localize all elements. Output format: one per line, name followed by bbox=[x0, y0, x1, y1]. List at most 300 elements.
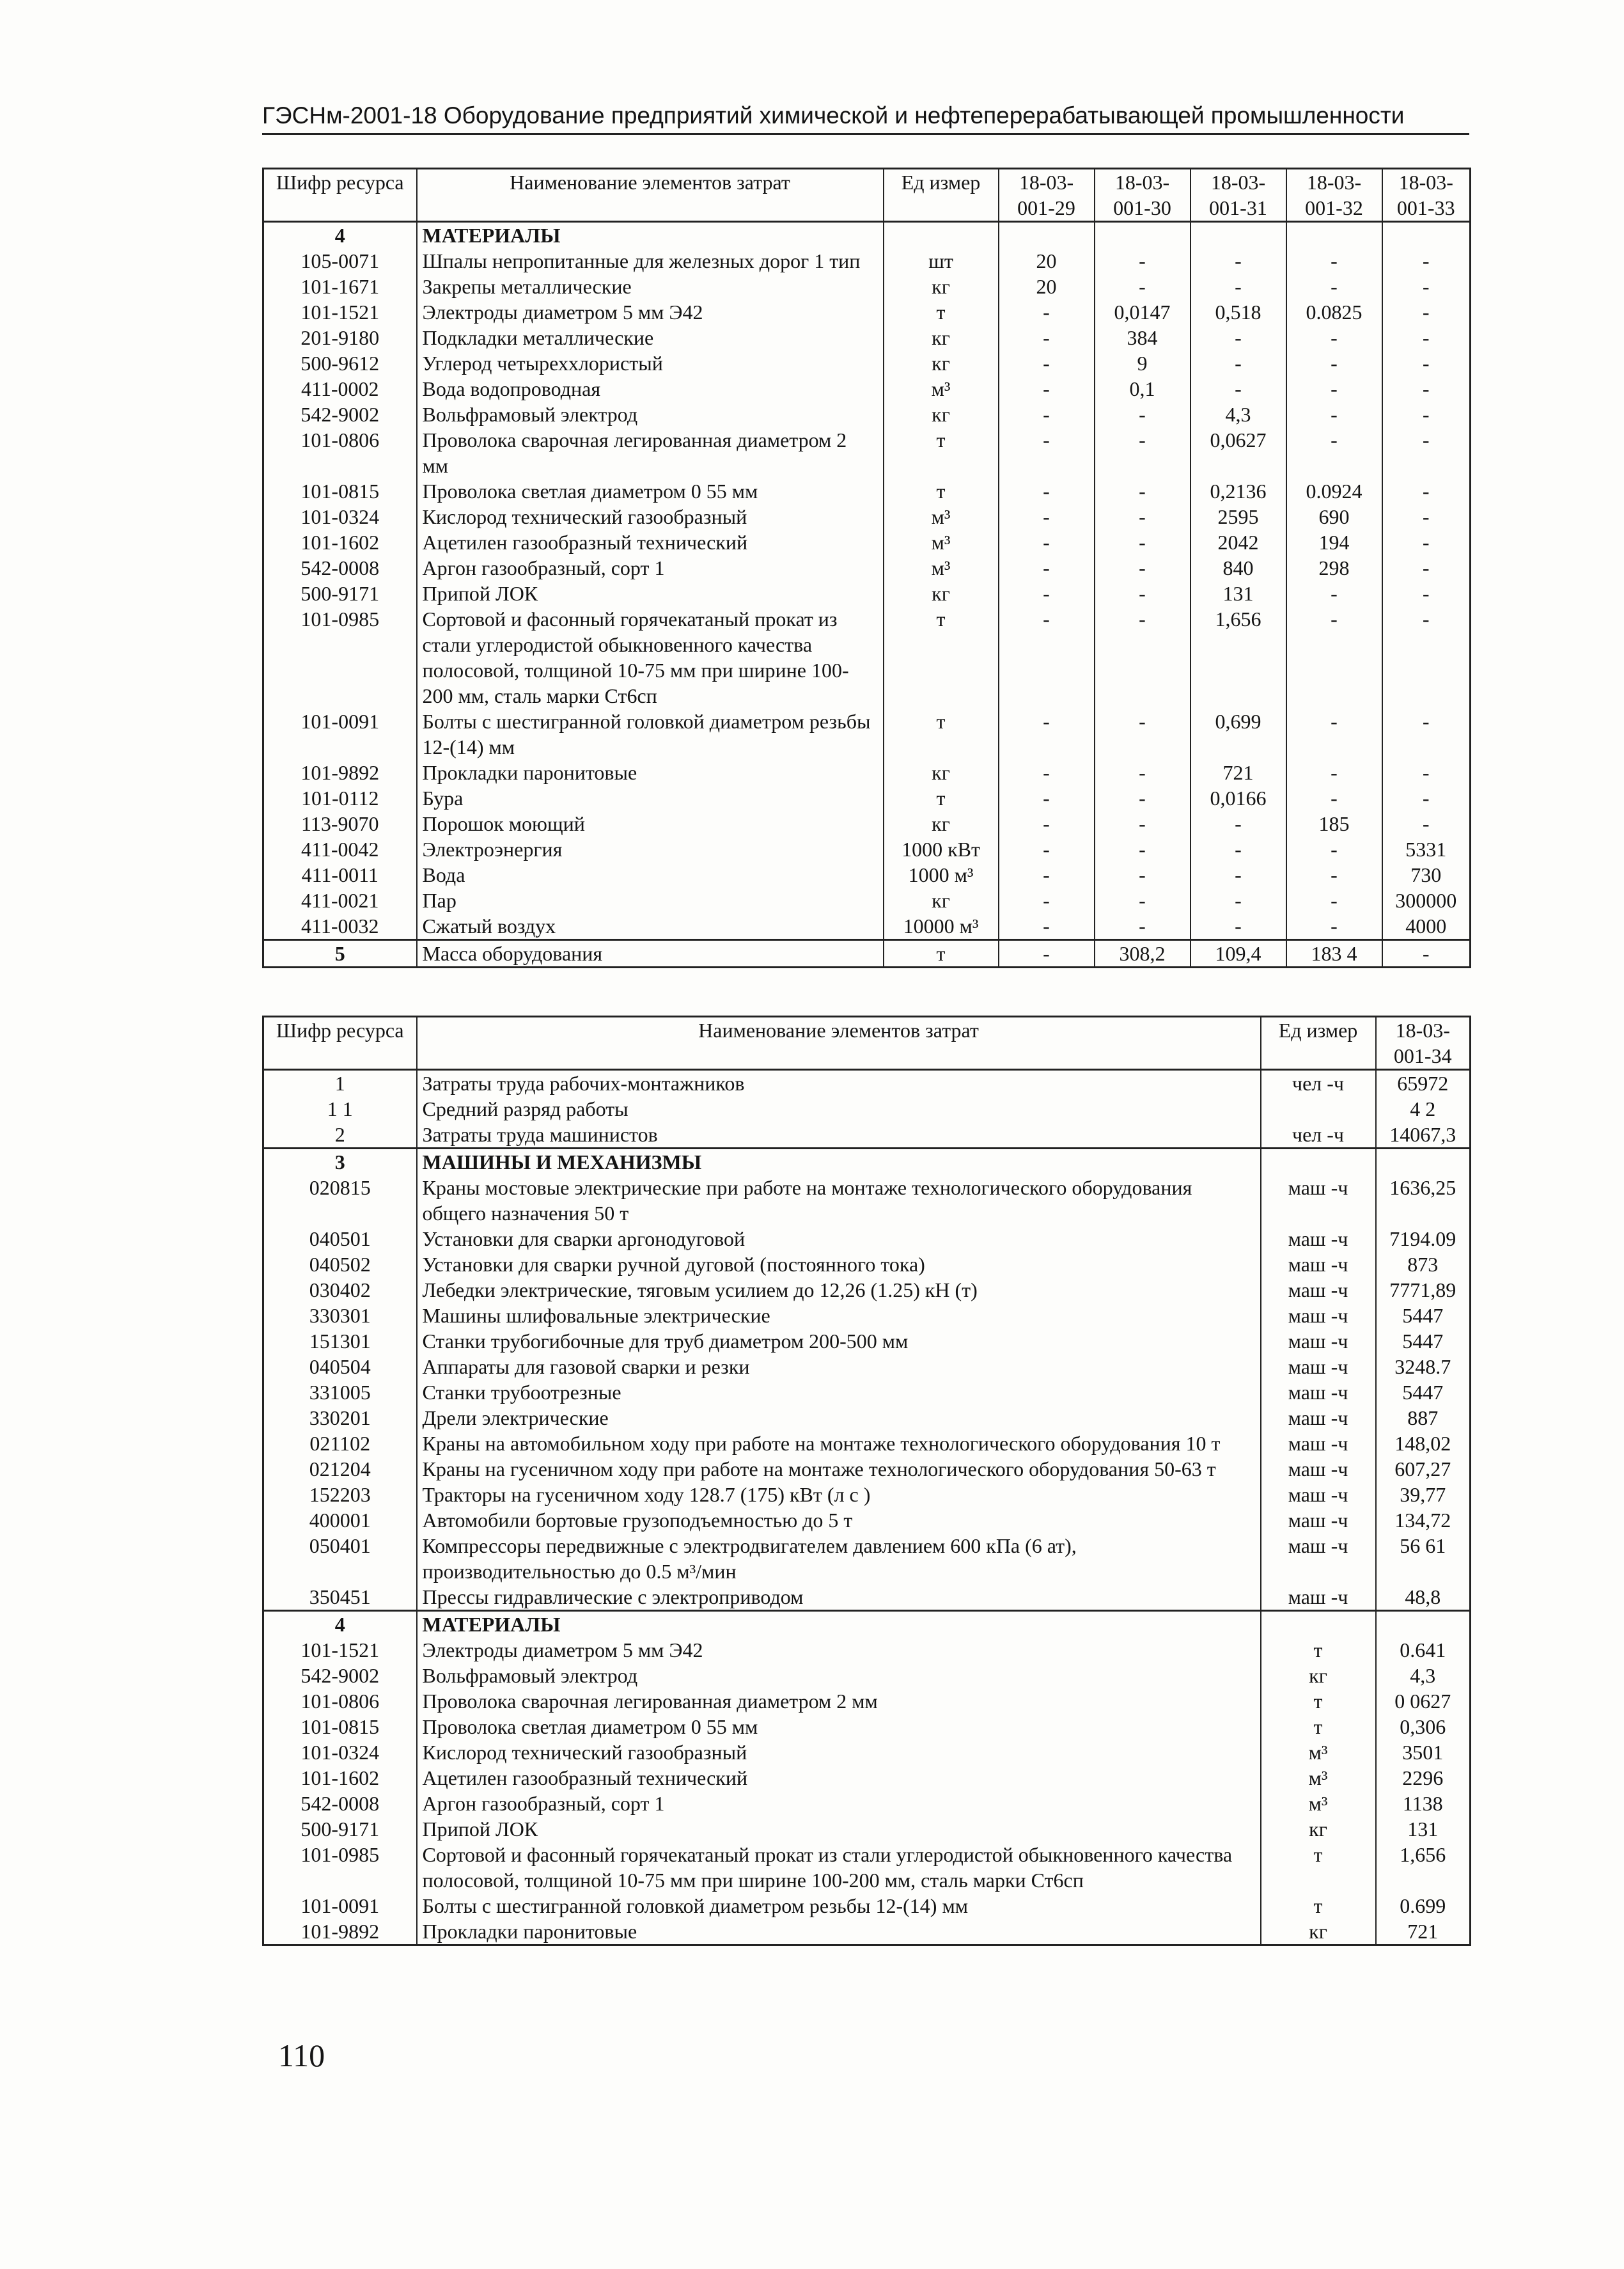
unit: маш -ч bbox=[1261, 1533, 1376, 1584]
value-cell: 308,2 bbox=[1095, 940, 1191, 968]
value-cell: - bbox=[1191, 376, 1286, 402]
section-row bbox=[263, 222, 1471, 249]
resource-code: 330201 bbox=[263, 1405, 417, 1431]
unit: кг bbox=[884, 402, 999, 427]
value-cell: - bbox=[1191, 836, 1286, 862]
value-cell: - bbox=[999, 530, 1095, 555]
resource-name: Прессы гидравлические с электроприводом bbox=[417, 1584, 1261, 1611]
unit: маш -ч bbox=[1261, 1175, 1376, 1226]
unit: кг bbox=[884, 274, 999, 299]
section-code: 4 bbox=[263, 1611, 417, 1638]
value-cell: 1,656 bbox=[1376, 1842, 1471, 1893]
value-cell: 298 bbox=[1286, 555, 1382, 581]
value-cell: - bbox=[1095, 504, 1191, 530]
value-cell: - bbox=[999, 940, 1095, 968]
resource-name: Прокладки паронитовые bbox=[417, 1919, 1261, 1945]
value-cell: 183 4 bbox=[1286, 940, 1382, 968]
resource-code: 040501 bbox=[263, 1226, 417, 1252]
table-row bbox=[263, 478, 1471, 504]
unit: м³ bbox=[1261, 1765, 1376, 1791]
resource-name: Станки трубоотрезные bbox=[417, 1379, 1261, 1405]
column-header: 18-03-001-30 bbox=[1095, 169, 1191, 222]
table-row bbox=[263, 1919, 1471, 1945]
value-cell: - bbox=[999, 478, 1095, 504]
resource-name: Проволока светлая диаметром 0 55 мм bbox=[417, 478, 884, 504]
unit: т bbox=[1261, 1688, 1376, 1714]
table-header-row bbox=[263, 1017, 1471, 1070]
value-cell: - bbox=[1191, 248, 1286, 274]
table-row bbox=[263, 1405, 1471, 1431]
value-cell: - bbox=[1382, 376, 1471, 402]
value-cell: 0 0627 bbox=[1376, 1688, 1471, 1714]
table-row bbox=[263, 1096, 1471, 1122]
value-cell: - bbox=[1095, 862, 1191, 888]
unit: маш -ч bbox=[1261, 1584, 1376, 1611]
value-cell: 7194.09 bbox=[1376, 1226, 1471, 1252]
table-row bbox=[263, 1456, 1471, 1482]
value-cell: - bbox=[1286, 760, 1382, 785]
resource-code: 411-0032 bbox=[263, 913, 417, 940]
value-cell: - bbox=[1095, 530, 1191, 555]
value-cell: - bbox=[1382, 760, 1471, 785]
unit: т bbox=[1261, 1893, 1376, 1919]
resource-name: Краны на автомобильном ходу при работе на монтаже технологического оборудования 10 т bbox=[417, 1431, 1261, 1456]
value-cell: - bbox=[1382, 427, 1471, 478]
value-cell: 5447 bbox=[1376, 1379, 1471, 1405]
page-header: ГЭСНм-2001-18 Оборудование предприятий химической и нефтеперерабатывающей промышленности bbox=[262, 102, 1469, 135]
value-cell: - bbox=[1286, 248, 1382, 274]
value-cell: 48,8 bbox=[1376, 1584, 1471, 1611]
value-cell: - bbox=[1382, 606, 1471, 709]
empty-cell bbox=[1382, 222, 1471, 249]
table-row bbox=[263, 1893, 1471, 1919]
resource-name: Прокладки паронитовые bbox=[417, 760, 884, 785]
value-cell: - bbox=[1286, 888, 1382, 913]
value-cell: - bbox=[1191, 913, 1286, 940]
value-cell: - bbox=[999, 913, 1095, 940]
resource-code: 1 bbox=[263, 1070, 417, 1097]
resource-code: 101-0324 bbox=[263, 1739, 417, 1765]
table-row bbox=[263, 1328, 1471, 1354]
value-cell: - bbox=[1382, 555, 1471, 581]
value-cell: - bbox=[1095, 606, 1191, 709]
resource-name: Машины шлифовальные электрические bbox=[417, 1303, 1261, 1328]
value-cell: 5331 bbox=[1382, 836, 1471, 862]
unit: маш -ч bbox=[1261, 1379, 1376, 1405]
value-cell: 2595 bbox=[1191, 504, 1286, 530]
resource-code: 411-0042 bbox=[263, 836, 417, 862]
unit: маш -ч bbox=[1261, 1354, 1376, 1379]
resource-name: Проволока сварочная легированная диаметром 2 мм bbox=[417, 427, 884, 478]
table-row bbox=[263, 376, 1471, 402]
resource-code: 101-0815 bbox=[263, 478, 417, 504]
column-header: 18-03-001-31 bbox=[1191, 169, 1286, 222]
column-header: 18-03-001-33 bbox=[1382, 169, 1471, 222]
resource-code: 101-1521 bbox=[263, 1637, 417, 1663]
resource-name: Электроды диаметром 5 мм Э42 bbox=[417, 299, 884, 325]
unit: т bbox=[884, 940, 999, 968]
value-cell: 840 bbox=[1191, 555, 1286, 581]
value-cell: 0,0166 bbox=[1191, 785, 1286, 811]
resource-name: Проволока светлая диаметром 0 55 мм bbox=[417, 1714, 1261, 1739]
resource-code: 101-0806 bbox=[263, 1688, 417, 1714]
section-code: 5 bbox=[263, 940, 417, 968]
resource-code: 542-9002 bbox=[263, 1663, 417, 1688]
value-cell: - bbox=[1095, 888, 1191, 913]
unit: кг bbox=[884, 581, 999, 606]
resource-name: Вольфрамовый электрод bbox=[417, 402, 884, 427]
value-cell: - bbox=[999, 504, 1095, 530]
value-cell: 5447 bbox=[1376, 1328, 1471, 1354]
resource-name: Порошок моющий bbox=[417, 811, 884, 836]
resource-code: 021102 bbox=[263, 1431, 417, 1456]
value-cell: 0,2136 bbox=[1191, 478, 1286, 504]
unit: маш -ч bbox=[1261, 1277, 1376, 1303]
value-cell: 14067,3 bbox=[1376, 1122, 1471, 1149]
value-cell: - bbox=[999, 888, 1095, 913]
resource-name: Краны мостовые электрические при работе на монтаже технологического оборудования общего назначения 50 т bbox=[417, 1175, 1261, 1226]
value-cell: - bbox=[1382, 709, 1471, 760]
table-row bbox=[263, 1379, 1471, 1405]
unit: 1000 м³ bbox=[884, 862, 999, 888]
value-cell: - bbox=[999, 402, 1095, 427]
unit: м³ bbox=[884, 555, 999, 581]
value-cell: - bbox=[1286, 274, 1382, 299]
value-cell: - bbox=[1095, 478, 1191, 504]
unit: т bbox=[884, 427, 999, 478]
value-cell: - bbox=[1095, 811, 1191, 836]
unit: кг bbox=[1261, 1663, 1376, 1688]
resource-name: Шпалы непропитанные для железных дорог 1 тип bbox=[417, 248, 884, 274]
unit: кг bbox=[884, 325, 999, 350]
section-title: МАТЕРИАЛЫ bbox=[417, 222, 884, 249]
resource-code: 542-0008 bbox=[263, 1791, 417, 1816]
resource-name: Сортовой и фасонный горячекатаный прокат из стали углеродистой обыкновенного качества полосовой, толщиной 10-75 мм при ширине 100-200 мм, сталь марки Ст6сп bbox=[417, 1842, 1261, 1893]
resource-name: Аппараты для газовой сварки и резки bbox=[417, 1354, 1261, 1379]
resource-code: 101-0324 bbox=[263, 504, 417, 530]
empty-cell bbox=[1191, 222, 1286, 249]
materials-table-1 bbox=[262, 168, 1471, 968]
resource-code: 101-0985 bbox=[263, 1842, 417, 1893]
value-cell: - bbox=[1095, 555, 1191, 581]
unit: маш -ч bbox=[1261, 1252, 1376, 1277]
value-cell: 4000 bbox=[1382, 913, 1471, 940]
table-row bbox=[263, 1070, 1471, 1097]
column-header: Ед измер bbox=[1261, 1017, 1376, 1070]
resource-name: Аргон газообразный, сорт 1 bbox=[417, 555, 884, 581]
resource-code: 101-1671 bbox=[263, 274, 417, 299]
unit: м³ bbox=[884, 376, 999, 402]
unit: кг bbox=[1261, 1816, 1376, 1842]
table-row bbox=[263, 1252, 1471, 1277]
resources-table-2 bbox=[262, 1016, 1471, 1946]
column-header: Наименование элементов затрат bbox=[417, 169, 884, 222]
value-cell: 4 2 bbox=[1376, 1096, 1471, 1122]
value-cell: - bbox=[999, 785, 1095, 811]
unit: 1000 кВт bbox=[884, 836, 999, 862]
value-cell: - bbox=[999, 606, 1095, 709]
resource-code: 1 1 bbox=[263, 1096, 417, 1122]
resource-code: 152203 bbox=[263, 1482, 417, 1507]
value-cell: - bbox=[1095, 760, 1191, 785]
table-row bbox=[263, 325, 1471, 350]
value-cell: 131 bbox=[1191, 581, 1286, 606]
unit: т bbox=[884, 478, 999, 504]
unit: кг bbox=[884, 350, 999, 376]
value-cell: 2296 bbox=[1376, 1765, 1471, 1791]
unit: т bbox=[884, 709, 999, 760]
resource-name: Масса оборудования bbox=[417, 940, 884, 968]
resource-name: Электроэнергия bbox=[417, 836, 884, 862]
unit: м³ bbox=[884, 504, 999, 530]
table-row bbox=[263, 1122, 1471, 1149]
value-cell: 384 bbox=[1095, 325, 1191, 350]
table-row bbox=[263, 1507, 1471, 1533]
value-cell: 3501 bbox=[1376, 1739, 1471, 1765]
value-cell: - bbox=[1382, 785, 1471, 811]
empty-cell bbox=[1095, 222, 1191, 249]
table-row bbox=[263, 1688, 1471, 1714]
resource-name: Сортовой и фасонный горячекатаный прокат из стали углеродистой обыкновенного качества полосовой, толщиной 10-75 мм при ширине 100-200 мм, сталь марки Ст6сп bbox=[417, 606, 884, 709]
resource-code: 105-0071 bbox=[263, 248, 417, 274]
table-row bbox=[263, 274, 1471, 299]
resource-code: 101-0806 bbox=[263, 427, 417, 478]
value-cell: 730 bbox=[1382, 862, 1471, 888]
value-cell: - bbox=[1286, 325, 1382, 350]
column-header: 18-03-001-32 bbox=[1286, 169, 1382, 222]
empty-cell bbox=[1376, 1149, 1471, 1175]
value-cell: - bbox=[1095, 836, 1191, 862]
table-row bbox=[263, 1842, 1471, 1893]
value-cell: - bbox=[1095, 248, 1191, 274]
value-cell: 39,77 bbox=[1376, 1482, 1471, 1507]
value-cell: 1138 bbox=[1376, 1791, 1471, 1816]
table-row bbox=[263, 555, 1471, 581]
value-cell: 56 61 bbox=[1376, 1533, 1471, 1584]
empty-cell bbox=[999, 222, 1095, 249]
section-code: 3 bbox=[263, 1149, 417, 1175]
table-row bbox=[263, 1714, 1471, 1739]
unit: кг bbox=[884, 888, 999, 913]
resource-name: Аргон газообразный, сорт 1 bbox=[417, 1791, 1261, 1816]
resource-code: 020815 bbox=[263, 1175, 417, 1226]
column-header: Ед измер bbox=[884, 169, 999, 222]
resource-code: 101-0985 bbox=[263, 606, 417, 709]
column-header: Шифр ресурса bbox=[263, 169, 417, 222]
resource-name: Подкладки металлические bbox=[417, 325, 884, 350]
resource-code: 113-9070 bbox=[263, 811, 417, 836]
value-cell: 148,02 bbox=[1376, 1431, 1471, 1456]
value-cell: 20 bbox=[999, 248, 1095, 274]
unit: маш -ч bbox=[1261, 1507, 1376, 1533]
unit: т bbox=[1261, 1714, 1376, 1739]
value-cell: - bbox=[1286, 862, 1382, 888]
value-cell: - bbox=[1382, 325, 1471, 350]
resource-name: Припой ЛОК bbox=[417, 1816, 1261, 1842]
value-cell: - bbox=[1286, 350, 1382, 376]
table-row bbox=[263, 1175, 1471, 1226]
value-cell: - bbox=[1095, 913, 1191, 940]
resource-name: Вольфрамовый электрод bbox=[417, 1663, 1261, 1688]
column-header: 18-03-001-34 bbox=[1376, 1017, 1471, 1070]
value-cell: - bbox=[999, 760, 1095, 785]
table-row bbox=[263, 913, 1471, 940]
value-cell: - bbox=[1382, 811, 1471, 836]
unit: маш -ч bbox=[1261, 1456, 1376, 1482]
resource-name: Установки для сварки аргонодуговой bbox=[417, 1226, 1261, 1252]
resource-name: Лебедки электрические, тяговым усилием до 12,26 (1.25) кН (т) bbox=[417, 1277, 1261, 1303]
table-row bbox=[263, 1533, 1471, 1584]
resource-name: Электроды диаметром 5 мм Э42 bbox=[417, 1637, 1261, 1663]
resource-code: 411-0021 bbox=[263, 888, 417, 913]
resource-name: Ацетилен газообразный технический bbox=[417, 530, 884, 555]
value-cell: - bbox=[1286, 581, 1382, 606]
resource-code: 040504 bbox=[263, 1354, 417, 1379]
resource-name: Болты с шестигранной головкой диаметром резьбы 12-(14) мм bbox=[417, 709, 884, 760]
table-row bbox=[263, 606, 1471, 709]
value-cell: 1,656 bbox=[1191, 606, 1286, 709]
table-row bbox=[263, 709, 1471, 760]
value-cell: 0.0924 bbox=[1286, 478, 1382, 504]
unit: чел -ч bbox=[1261, 1122, 1376, 1149]
resource-name: Кислород технический газообразный bbox=[417, 504, 884, 530]
unit: кг bbox=[1261, 1919, 1376, 1945]
value-cell: 0,0627 bbox=[1191, 427, 1286, 478]
value-cell: - bbox=[999, 299, 1095, 325]
table-row bbox=[263, 504, 1471, 530]
value-cell: 0,1 bbox=[1095, 376, 1191, 402]
resource-name: Болты с шестигранной головкой диаметром резьбы 12-(14) мм bbox=[417, 1893, 1261, 1919]
table-row bbox=[263, 248, 1471, 274]
resource-name: Ацетилен газообразный технический bbox=[417, 1765, 1261, 1791]
table-row bbox=[263, 1816, 1471, 1842]
section-title: МАШИНЫ И МЕХАНИЗМЫ bbox=[417, 1149, 1261, 1175]
section-row bbox=[263, 1149, 1471, 1175]
unit: чел -ч bbox=[1261, 1070, 1376, 1097]
resource-code: 542-9002 bbox=[263, 402, 417, 427]
value-cell: - bbox=[1286, 376, 1382, 402]
resource-name: Дрели электрические bbox=[417, 1405, 1261, 1431]
resource-code: 400001 bbox=[263, 1507, 417, 1533]
value-cell: 690 bbox=[1286, 504, 1382, 530]
value-cell: 0,699 bbox=[1191, 709, 1286, 760]
resource-code: 101-1521 bbox=[263, 299, 417, 325]
value-cell: - bbox=[999, 836, 1095, 862]
table-row bbox=[263, 427, 1471, 478]
page-number: 110 bbox=[278, 2037, 325, 2073]
value-cell: 0,306 bbox=[1376, 1714, 1471, 1739]
value-cell: 0,518 bbox=[1191, 299, 1286, 325]
resource-name: Пар bbox=[417, 888, 884, 913]
resource-name: Закрепы металлические bbox=[417, 274, 884, 299]
resource-name: Вода водопроводная bbox=[417, 376, 884, 402]
value-cell: - bbox=[1286, 427, 1382, 478]
resource-name: Вода bbox=[417, 862, 884, 888]
value-cell: 1636,25 bbox=[1376, 1175, 1471, 1226]
value-cell: - bbox=[999, 555, 1095, 581]
resource-code: 030402 bbox=[263, 1277, 417, 1303]
resource-name: Сжатый воздух bbox=[417, 913, 884, 940]
value-cell: 20 bbox=[999, 274, 1095, 299]
table-row bbox=[263, 760, 1471, 785]
value-cell: - bbox=[1382, 274, 1471, 299]
resource-code: 101-0815 bbox=[263, 1714, 417, 1739]
mass-row bbox=[263, 940, 1471, 968]
value-cell: - bbox=[999, 325, 1095, 350]
empty-cell bbox=[884, 222, 999, 249]
table-row bbox=[263, 1482, 1471, 1507]
table-row bbox=[263, 1739, 1471, 1765]
section-title: МАТЕРИАЛЫ bbox=[417, 1611, 1261, 1638]
value-cell: - bbox=[1286, 709, 1382, 760]
table-row bbox=[263, 1277, 1471, 1303]
resource-name: Бура bbox=[417, 785, 884, 811]
value-cell: - bbox=[1286, 785, 1382, 811]
table-row bbox=[263, 785, 1471, 811]
resource-name: Углерод четыреххлористый bbox=[417, 350, 884, 376]
value-cell: - bbox=[1095, 402, 1191, 427]
table-row bbox=[263, 1791, 1471, 1816]
resource-name: Автомобили бортовые грузоподъемностью до 5 т bbox=[417, 1507, 1261, 1533]
resource-code: 411-0011 bbox=[263, 862, 417, 888]
resource-code: 331005 bbox=[263, 1379, 417, 1405]
value-cell: - bbox=[1095, 427, 1191, 478]
value-cell: 3248.7 bbox=[1376, 1354, 1471, 1379]
unit: кг bbox=[884, 760, 999, 785]
table-row bbox=[263, 581, 1471, 606]
resource-name: Проволока сварочная легированная диаметром 2 мм bbox=[417, 1688, 1261, 1714]
unit: 10000 м³ bbox=[884, 913, 999, 940]
value-cell: - bbox=[999, 811, 1095, 836]
resource-code: 101-1602 bbox=[263, 530, 417, 555]
unit: шт bbox=[884, 248, 999, 274]
empty-cell bbox=[1261, 1611, 1376, 1638]
unit: м³ bbox=[884, 530, 999, 555]
table-row bbox=[263, 1637, 1471, 1663]
table-row bbox=[263, 811, 1471, 836]
column-header: Наименование элементов затрат bbox=[417, 1017, 1261, 1070]
unit: маш -ч bbox=[1261, 1482, 1376, 1507]
value-cell: 0,0147 bbox=[1095, 299, 1191, 325]
value-cell: 607,27 bbox=[1376, 1456, 1471, 1482]
value-cell: 887 bbox=[1376, 1405, 1471, 1431]
value-cell: 300000 bbox=[1382, 888, 1471, 913]
value-cell: - bbox=[1286, 913, 1382, 940]
resource-code: 101-1602 bbox=[263, 1765, 417, 1791]
unit: т bbox=[884, 785, 999, 811]
value-cell: - bbox=[1382, 530, 1471, 555]
value-cell: - bbox=[1191, 888, 1286, 913]
table-row bbox=[263, 402, 1471, 427]
value-cell: 0.641 bbox=[1376, 1637, 1471, 1663]
value-cell: - bbox=[1191, 325, 1286, 350]
column-header: 18-03-001-29 bbox=[999, 169, 1095, 222]
value-cell: - bbox=[1382, 299, 1471, 325]
value-cell: - bbox=[1191, 350, 1286, 376]
unit: м³ bbox=[1261, 1791, 1376, 1816]
resource-code: 330301 bbox=[263, 1303, 417, 1328]
table-row bbox=[263, 1354, 1471, 1379]
resource-name: Припой ЛОК bbox=[417, 581, 884, 606]
resource-code: 500-9171 bbox=[263, 1816, 417, 1842]
section-code: 4 bbox=[263, 222, 417, 249]
table-row bbox=[263, 1303, 1471, 1328]
resource-code: 101-0091 bbox=[263, 709, 417, 760]
resource-code: 101-0112 bbox=[263, 785, 417, 811]
resource-code: 201-9180 bbox=[263, 325, 417, 350]
value-cell: - bbox=[1191, 862, 1286, 888]
value-cell: - bbox=[1095, 785, 1191, 811]
